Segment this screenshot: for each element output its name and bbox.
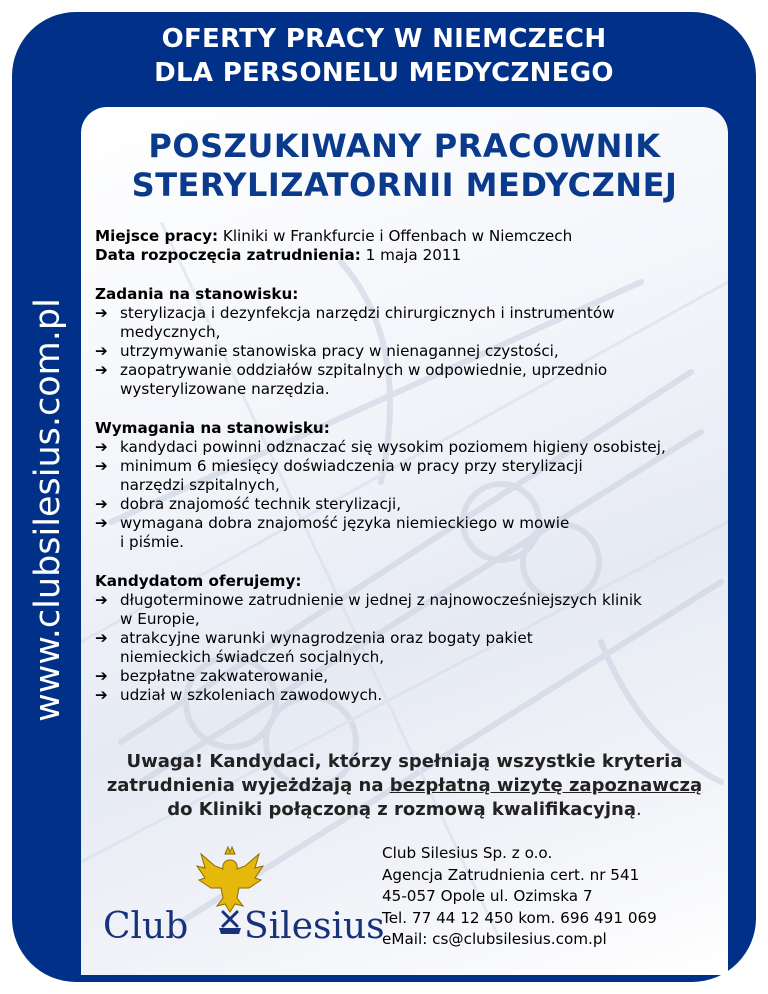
- arrow-right-icon: ➔: [95, 457, 108, 475]
- notice-line-1: Uwaga! Kandydaci, którzy spełniają wszystkie kryteria: [126, 751, 683, 772]
- list-item: ➔ długoterminowe zatrudnienie w jednej z najnowocześniejszych klinik w Europie,: [95, 591, 642, 628]
- arrow-right-icon: ➔: [95, 361, 108, 379]
- list-item: ➔ wymagana dobra znajomość języka niemieckiego w mowie i piśmie.: [95, 514, 570, 551]
- list-item: ➔ kandydaci powinni odznaczać się wysokim poziomem higieny osobistej,: [95, 438, 666, 456]
- arrow-right-icon: ➔: [95, 304, 108, 322]
- requirements-heading: Wymagania na stanowisku:: [95, 419, 330, 437]
- arrow-right-icon: ➔: [95, 629, 108, 647]
- tasks-section: [95, 285, 715, 399]
- start-date-label: Data rozpoczęcia zatrudnienia:: [95, 246, 361, 264]
- arrow-right-icon: ➔: [95, 591, 108, 609]
- arrow-right-icon: ➔: [95, 438, 108, 456]
- list-item: ➔ bezpłatne zakwaterowanie,: [95, 667, 329, 685]
- company-address: 45-057 Opole ul. Ozimska 7: [382, 887, 593, 905]
- list-item: ➔ atrakcyjne warunki wynagrodzenia oraz bogaty pakiet niemieckich świadczeń socjalnych,: [95, 629, 533, 666]
- work-place-value: Kliniki w Frankfurcie i Offenbach w Niemczech: [218, 227, 573, 245]
- company-phone: Tel. 77 44 12 450 kom. 696 491 069: [382, 908, 657, 927]
- notice-line-2: zatrudnienia wyjeżdżają na bezpłatną wizytę zapoznawczą: [106, 775, 703, 796]
- job-title: [81, 127, 728, 205]
- list-item: ➔ dobra znajomość technik sterylizacji,: [95, 495, 402, 513]
- offer-section: [95, 572, 715, 705]
- arrow-right-icon: ➔: [95, 686, 108, 704]
- content-panel: [81, 107, 728, 975]
- list-item: ➔ utrzymywanie stanowiska pracy w nienagannej czystości,: [95, 342, 559, 360]
- company-cert: Agencja Zatrudnienia cert. nr 541: [382, 865, 640, 884]
- arrow-right-icon: ➔: [95, 495, 108, 513]
- arrow-right-icon: ➔: [95, 514, 108, 532]
- tasks-heading: Zadania na stanowisku:: [95, 285, 299, 303]
- notice-line-3: do Kliniki połączoną z rozmową kwalifikacyjną.: [167, 799, 642, 820]
- requirements-section: [95, 419, 715, 552]
- club-silesius-logo: [99, 842, 385, 957]
- list-item: ➔ udział w szkoleniach zawodowych.: [95, 686, 383, 704]
- list-item: ➔ minimum 6 miesięcy doświadczenia w pracy przy sterylizacji narzędzi szpitalnych,: [95, 457, 583, 494]
- company-contact: [382, 843, 657, 951]
- list-item: ➔ sterylizacja i dezynfekcja narzędzi chirurgicznych i instrumentów medycznych,: [95, 304, 615, 341]
- logo-word-club: Club: [103, 906, 189, 947]
- page-header: [80, 22, 688, 90]
- work-place-label: Miejsce pracy:: [95, 227, 219, 245]
- side-website-url: www.clubsilesius.com.pl: [28, 298, 68, 722]
- notice-text: [81, 750, 728, 822]
- list-item: ➔ zaopatrywanie oddziałów szpitalnych w odpowiednie, uprzednio wysterylizowane narzędzia.: [95, 361, 608, 398]
- start-date-value: 1 maja 2011: [360, 246, 462, 264]
- offer-heading: Kandydatom oferujemy:: [95, 572, 302, 590]
- company-name: Club Silesius Sp. z o.o.: [382, 844, 553, 862]
- logo-word-silesius: Silesius: [244, 906, 385, 947]
- job-title-line-2: STERYLIZATORNII MEDYCZNEJ: [131, 166, 678, 204]
- free-visit-link: bezpłatną wizytę zapoznawczą: [389, 775, 703, 796]
- job-details: [95, 227, 715, 705]
- header-line-2: DLA PERSONELU MEDYCZNEGO: [154, 58, 614, 88]
- work-place-line: [95, 227, 715, 246]
- company-email: eMail: cs@clubsilesius.com.pl: [382, 930, 607, 948]
- job-title-line-1: POSZUKIWANY PRACOWNIK: [148, 127, 661, 165]
- arrow-right-icon: ➔: [95, 342, 108, 360]
- start-date-line: [95, 246, 715, 265]
- header-line-1: OFERTY PRACY W NIEMCZECH: [161, 24, 607, 54]
- info-section: [95, 227, 715, 265]
- arrow-right-icon: ➔: [95, 667, 108, 685]
